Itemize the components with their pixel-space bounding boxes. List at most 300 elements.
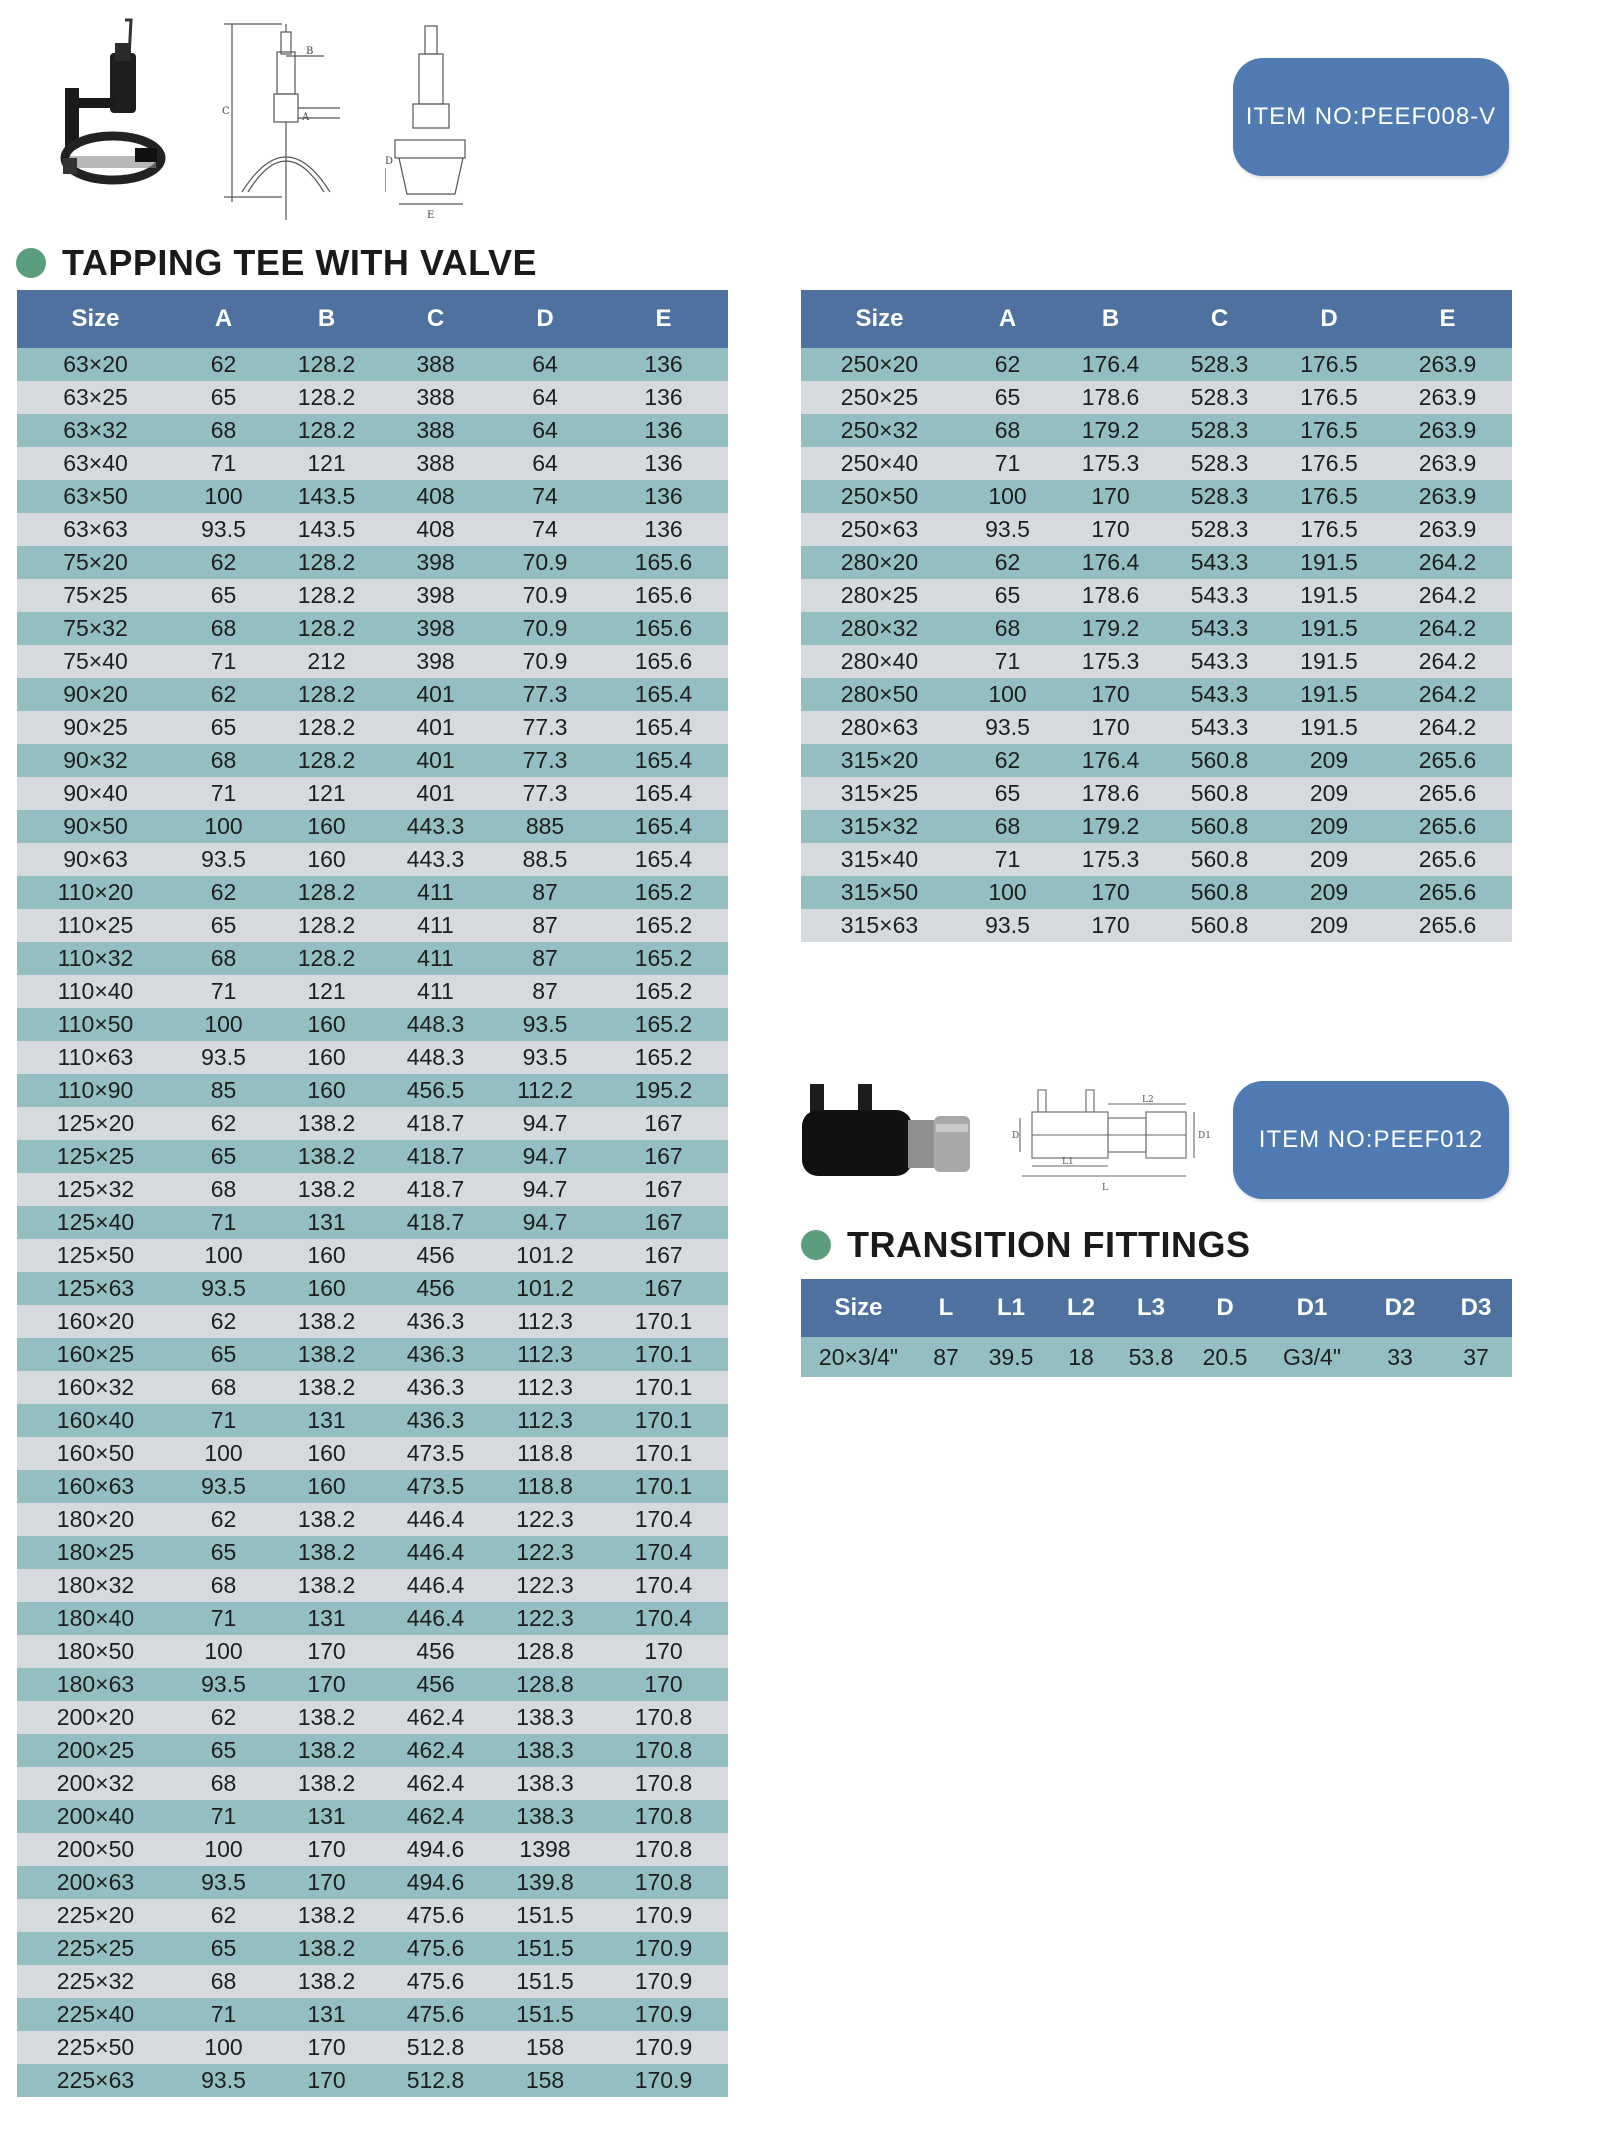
- table-cell: 160: [273, 1041, 380, 1074]
- table-row: [17, 1470, 728, 1503]
- table-row: [801, 381, 1512, 414]
- table-cell: 62: [174, 546, 273, 579]
- table-row: [17, 1437, 728, 1470]
- tapping-tee-photo: [55, 18, 175, 190]
- table-cell: 63×25: [17, 381, 174, 414]
- table-row: [801, 711, 1512, 744]
- table-cell: 90×40: [17, 777, 174, 810]
- table-cell: 191.5: [1275, 645, 1383, 678]
- table-cell: 71: [174, 645, 273, 678]
- table-row: [17, 1635, 728, 1668]
- table-cell: 170.4: [599, 1503, 728, 1536]
- table-cell: 250×50: [801, 480, 958, 513]
- table-cell: 68: [174, 1569, 273, 1602]
- table-cell: 388: [380, 381, 491, 414]
- table-cell: 138.2: [273, 1701, 380, 1734]
- table-cell: 158: [491, 2064, 599, 2097]
- table-cell: 65: [174, 1338, 273, 1371]
- table-row: [17, 810, 728, 843]
- table-cell: 225×40: [17, 1998, 174, 2031]
- table-cell: 110×20: [17, 876, 174, 909]
- table-cell: 170.8: [599, 1734, 728, 1767]
- table-cell: 138.2: [273, 1899, 380, 1932]
- table-cell: 53.8: [1116, 1337, 1186, 1377]
- table-row: [801, 645, 1512, 678]
- table-row: [17, 1107, 728, 1140]
- table-cell: 65: [174, 1932, 273, 1965]
- table-cell: 110×25: [17, 909, 174, 942]
- table-cell: 176.5: [1275, 513, 1383, 546]
- table-cell: 62: [958, 348, 1057, 381]
- table-cell: 176.4: [1057, 348, 1164, 381]
- table-cell: 165.4: [599, 744, 728, 777]
- table-cell: 165.4: [599, 810, 728, 843]
- table-cell: 176.4: [1057, 744, 1164, 777]
- table-row: [801, 414, 1512, 447]
- table-cell: 100: [174, 1833, 273, 1866]
- table-row: [17, 348, 728, 381]
- table-row: [17, 1734, 728, 1767]
- table-cell: 68: [174, 414, 273, 447]
- table-cell: 398: [380, 612, 491, 645]
- table-cell: 418.7: [380, 1107, 491, 1140]
- table-cell: 71: [174, 777, 273, 810]
- table-cell: 191.5: [1275, 711, 1383, 744]
- table-cell: 170.9: [599, 1998, 728, 2031]
- table-cell: 528.3: [1164, 480, 1275, 513]
- table-cell: 170.9: [599, 1965, 728, 1998]
- table-cell: 112.3: [491, 1338, 599, 1371]
- dim-label-l: L: [1102, 1183, 1108, 1193]
- table-row: [17, 1767, 728, 1800]
- column-header: D1: [1264, 1279, 1360, 1337]
- table-cell: 180×25: [17, 1536, 174, 1569]
- table-cell: 118.8: [491, 1437, 599, 1470]
- table-cell: 170.8: [599, 1833, 728, 1866]
- table-cell: 436.3: [380, 1305, 491, 1338]
- table-cell: 110×32: [17, 942, 174, 975]
- table-cell: 264.2: [1383, 711, 1512, 744]
- table-cell: 131: [273, 1800, 380, 1833]
- table-cell: 170: [1057, 480, 1164, 513]
- dim-label-l2: L2: [1142, 1095, 1154, 1105]
- table-cell: 77.3: [491, 711, 599, 744]
- dim-label-c: C: [222, 106, 230, 117]
- table-cell: 101.2: [491, 1239, 599, 1272]
- table-cell: 71: [174, 1206, 273, 1239]
- table-cell: 170.4: [599, 1536, 728, 1569]
- column-header: Size: [17, 290, 174, 348]
- table-cell: 170: [273, 1668, 380, 1701]
- table-cell: 560.8: [1164, 810, 1275, 843]
- table-cell: 77.3: [491, 777, 599, 810]
- table-cell: 543.3: [1164, 678, 1275, 711]
- table-cell: 176.4: [1057, 546, 1164, 579]
- table-cell: 68: [174, 1371, 273, 1404]
- table-cell: 71: [958, 843, 1057, 876]
- table-cell: 87: [491, 942, 599, 975]
- table-cell: 100: [174, 1437, 273, 1470]
- table-cell: 165.2: [599, 876, 728, 909]
- table-cell: 138.2: [273, 1767, 380, 1800]
- table-cell: 475.6: [380, 1965, 491, 1998]
- table-cell: 136: [599, 447, 728, 480]
- table-cell: 87: [491, 975, 599, 1008]
- table-cell: 128.2: [273, 348, 380, 381]
- table-cell: 94.7: [491, 1206, 599, 1239]
- table-cell: 280×63: [801, 711, 958, 744]
- table-cell: 94.7: [491, 1173, 599, 1206]
- table-row: [17, 1800, 728, 1833]
- table-cell: 125×20: [17, 1107, 174, 1140]
- table-cell: 138.2: [273, 1140, 380, 1173]
- table-cell: 315×40: [801, 843, 958, 876]
- table-row: [801, 480, 1512, 513]
- table-cell: 165.2: [599, 975, 728, 1008]
- table-cell: 180×32: [17, 1569, 174, 1602]
- table-cell: 264.2: [1383, 612, 1512, 645]
- table-cell: 560.8: [1164, 909, 1275, 942]
- table-cell: 543.3: [1164, 579, 1275, 612]
- column-header: A: [958, 290, 1057, 348]
- table-cell: 191.5: [1275, 579, 1383, 612]
- table-row: [17, 447, 728, 480]
- table-cell: 170: [1057, 711, 1164, 744]
- table-cell: 436.3: [380, 1338, 491, 1371]
- table-cell: 160: [273, 1008, 380, 1041]
- table-cell: 39.5: [976, 1337, 1046, 1377]
- column-header: Size: [801, 290, 958, 348]
- column-header: D: [1275, 290, 1383, 348]
- table-cell: 180×20: [17, 1503, 174, 1536]
- table-cell: 165.6: [599, 579, 728, 612]
- bullet-dot-icon: [16, 248, 46, 278]
- dim-label-d-side: D: [1012, 1131, 1020, 1141]
- table-cell: 94.7: [491, 1107, 599, 1140]
- transition-fitting-photo: [796, 1080, 976, 1185]
- column-header: D2: [1360, 1279, 1440, 1337]
- table-cell: 125×50: [17, 1239, 174, 1272]
- table-cell: 170: [1057, 909, 1164, 942]
- table-cell: 225×25: [17, 1932, 174, 1965]
- table-cell: 131: [273, 1206, 380, 1239]
- table-cell: 128.8: [491, 1635, 599, 1668]
- table-row: [17, 2031, 728, 2064]
- dim-label-a: A: [302, 112, 310, 123]
- table-cell: 528.3: [1164, 513, 1275, 546]
- table-cell: 178.6: [1057, 381, 1164, 414]
- table-row: [801, 678, 1512, 711]
- item-number-badge: ITEM NO:PEEF008-V: [1233, 58, 1509, 176]
- table-row: [17, 1833, 728, 1866]
- table-cell: 388: [380, 348, 491, 381]
- bullet-dot-icon: [801, 1230, 831, 1260]
- table-cell: 128.2: [273, 381, 380, 414]
- table-cell: 176.5: [1275, 480, 1383, 513]
- table-cell: 528.3: [1164, 348, 1275, 381]
- table-cell: 448.3: [380, 1008, 491, 1041]
- table-cell: 125×40: [17, 1206, 174, 1239]
- table-cell: 93.5: [958, 711, 1057, 744]
- table-cell: 128.8: [491, 1668, 599, 1701]
- table-cell: 411: [380, 942, 491, 975]
- table-cell: 122.3: [491, 1602, 599, 1635]
- table-cell: 136: [599, 480, 728, 513]
- table-cell: 138.2: [273, 1305, 380, 1338]
- table-cell: 456: [380, 1668, 491, 1701]
- column-header: C: [1164, 290, 1275, 348]
- table-cell: 65: [958, 381, 1057, 414]
- table-cell: 170: [273, 1833, 380, 1866]
- table-cell: 138.2: [273, 1371, 380, 1404]
- table-row: [17, 1701, 728, 1734]
- table-cell: 209: [1275, 777, 1383, 810]
- table-cell: 250×20: [801, 348, 958, 381]
- table-cell: 265.6: [1383, 744, 1512, 777]
- table-row: [17, 381, 728, 414]
- dim-label-d1: D1: [1198, 1131, 1211, 1141]
- table-cell: 225×50: [17, 2031, 174, 2064]
- table-cell: 160: [273, 1437, 380, 1470]
- table-cell: 175.3: [1057, 447, 1164, 480]
- table-cell: 68: [958, 810, 1057, 843]
- table-cell: 885: [491, 810, 599, 843]
- table-cell: 93.5: [491, 1041, 599, 1074]
- table-cell: 170: [1057, 513, 1164, 546]
- table-cell: 475.6: [380, 1998, 491, 2031]
- table-row: [801, 546, 1512, 579]
- table-cell: 65: [174, 1140, 273, 1173]
- table-cell: 93.5: [174, 1866, 273, 1899]
- table-cell: 165.6: [599, 645, 728, 678]
- table-cell: 136: [599, 414, 728, 447]
- table-cell: 62: [174, 1701, 273, 1734]
- table-cell: 122.3: [491, 1536, 599, 1569]
- table-cell: 68: [958, 414, 1057, 447]
- table-cell: 560.8: [1164, 843, 1275, 876]
- table-cell: 448.3: [380, 1041, 491, 1074]
- table-cell: 62: [174, 1899, 273, 1932]
- table-cell: 165.4: [599, 843, 728, 876]
- table-cell: 136: [599, 513, 728, 546]
- table-cell: 494.6: [380, 1833, 491, 1866]
- table-cell: 543.3: [1164, 546, 1275, 579]
- table-cell: 475.6: [380, 1899, 491, 1932]
- table-cell: 100: [174, 1008, 273, 1041]
- table-cell: 112.3: [491, 1404, 599, 1437]
- table-cell: 200×32: [17, 1767, 174, 1800]
- table-cell: 160: [273, 1239, 380, 1272]
- table-row: [17, 1668, 728, 1701]
- table-cell: 170: [273, 1866, 380, 1899]
- table-cell: 63×20: [17, 348, 174, 381]
- table-cell: 87: [916, 1337, 976, 1377]
- table-row: [801, 777, 1512, 810]
- table-row: [17, 1140, 728, 1173]
- table-row: [17, 1008, 728, 1041]
- table-cell: 401: [380, 711, 491, 744]
- table-cell: 75×25: [17, 579, 174, 612]
- table-cell: 100: [958, 678, 1057, 711]
- table-cell: 62: [174, 876, 273, 909]
- table-row: [17, 711, 728, 744]
- table-cell: 170: [273, 2031, 380, 2064]
- table-row: [17, 843, 728, 876]
- table-row: [17, 1041, 728, 1074]
- table-cell: 446.4: [380, 1569, 491, 1602]
- table-cell: 151.5: [491, 1998, 599, 2031]
- table-cell: 263.9: [1383, 513, 1512, 546]
- table-cell: 128.2: [273, 711, 380, 744]
- tapping-tee-front-drawing: [385, 22, 481, 220]
- table-cell: 265.6: [1383, 843, 1512, 876]
- table-cell: 462.4: [380, 1800, 491, 1833]
- table-cell: 77.3: [491, 744, 599, 777]
- table-cell: 160×50: [17, 1437, 174, 1470]
- table-cell: 388: [380, 414, 491, 447]
- table-cell: 63×63: [17, 513, 174, 546]
- table-cell: 62: [958, 744, 1057, 777]
- table-cell: 462.4: [380, 1734, 491, 1767]
- table-cell: 180×50: [17, 1635, 174, 1668]
- table-row: [17, 1998, 728, 2031]
- table-cell: 170.9: [599, 1932, 728, 1965]
- table-cell: 138.2: [273, 1503, 380, 1536]
- table-cell: 101.2: [491, 1272, 599, 1305]
- table-cell: 160×32: [17, 1371, 174, 1404]
- table-cell: 200×40: [17, 1800, 174, 1833]
- table-cell: 87: [491, 876, 599, 909]
- table-cell: 74: [491, 480, 599, 513]
- table-cell: 512.8: [380, 2064, 491, 2097]
- table-row: [17, 1602, 728, 1635]
- table-cell: 62: [174, 1107, 273, 1140]
- table-cell: 65: [958, 579, 1057, 612]
- table-cell: 543.3: [1164, 645, 1275, 678]
- table-cell: 265.6: [1383, 909, 1512, 942]
- table-row: [801, 1337, 1512, 1377]
- table-cell: 408: [380, 480, 491, 513]
- table-cell: 543.3: [1164, 612, 1275, 645]
- table-cell: 401: [380, 777, 491, 810]
- table-cell: 411: [380, 876, 491, 909]
- column-header: E: [599, 290, 728, 348]
- table-cell: 131: [273, 1998, 380, 2031]
- table-cell: 462.4: [380, 1767, 491, 1800]
- table-cell: 160: [273, 1272, 380, 1305]
- transition-title: [801, 1222, 1250, 1268]
- table-cell: 160×40: [17, 1404, 174, 1437]
- table-cell: 398: [380, 546, 491, 579]
- table-cell: 33: [1360, 1337, 1440, 1377]
- table-cell: 121: [273, 447, 380, 480]
- table-cell: 128.2: [273, 909, 380, 942]
- table-row: [17, 1404, 728, 1437]
- table-cell: 131: [273, 1602, 380, 1635]
- table-cell: 151.5: [491, 1899, 599, 1932]
- table-cell: 179.2: [1057, 810, 1164, 843]
- table-row: [17, 2064, 728, 2097]
- table-cell: 263.9: [1383, 414, 1512, 447]
- table-cell: 138.2: [273, 1734, 380, 1767]
- table-cell: 170.1: [599, 1338, 728, 1371]
- table-cell: 165.2: [599, 942, 728, 975]
- table-cell: 170.8: [599, 1866, 728, 1899]
- tapping-tee-title-text: TAPPING TEE WITH VALVE: [62, 242, 538, 283]
- table-row: [17, 1074, 728, 1107]
- table-cell: 121: [273, 777, 380, 810]
- table-row: [17, 942, 728, 975]
- table-cell: 494.6: [380, 1866, 491, 1899]
- table-cell: 94.7: [491, 1140, 599, 1173]
- table-cell: 100: [958, 876, 1057, 909]
- table-cell: 170.8: [599, 1701, 728, 1734]
- table-cell: 560.8: [1164, 744, 1275, 777]
- table-cell: 200×25: [17, 1734, 174, 1767]
- table-cell: 165.6: [599, 612, 728, 645]
- table-cell: 71: [174, 447, 273, 480]
- transition-title-text: TRANSITION FITTINGS: [847, 1224, 1251, 1265]
- table-cell: 68: [174, 744, 273, 777]
- table-cell: 63×32: [17, 414, 174, 447]
- table-cell: 125×32: [17, 1173, 174, 1206]
- table-cell: 100: [174, 480, 273, 513]
- table-cell: 170.1: [599, 1305, 728, 1338]
- table-cell: 165.2: [599, 909, 728, 942]
- table-cell: 160×20: [17, 1305, 174, 1338]
- column-header: D: [491, 290, 599, 348]
- table-cell: 170: [1057, 678, 1164, 711]
- table-cell: 250×32: [801, 414, 958, 447]
- table-cell: 170.1: [599, 1404, 728, 1437]
- table-cell: 87: [491, 909, 599, 942]
- table-cell: 65: [174, 711, 273, 744]
- table-cell: 388: [380, 447, 491, 480]
- table-cell: 167: [599, 1140, 728, 1173]
- table-cell: 62: [174, 678, 273, 711]
- table-cell: 128.2: [273, 678, 380, 711]
- table-cell: 418.7: [380, 1140, 491, 1173]
- table-cell: 71: [174, 975, 273, 1008]
- table-cell: 446.4: [380, 1536, 491, 1569]
- table-cell: 170: [273, 2064, 380, 2097]
- item-number-badge-transition: ITEM NO:PEEF012: [1233, 1081, 1509, 1199]
- table-cell: 195.2: [599, 1074, 728, 1107]
- dim-label-b: B: [306, 46, 314, 57]
- table-cell: 209: [1275, 876, 1383, 909]
- table-cell: 175.3: [1057, 843, 1164, 876]
- table-cell: 93.5: [174, 2064, 273, 2097]
- table-cell: 264.2: [1383, 678, 1512, 711]
- transition-fitting-drawing: [1012, 1082, 1212, 1194]
- tapping-tee-table-right: [801, 290, 1512, 942]
- table-cell: 158: [491, 2031, 599, 2064]
- table-cell: 512.8: [380, 2031, 491, 2064]
- table-cell: 209: [1275, 810, 1383, 843]
- table-cell: 68: [174, 942, 273, 975]
- table-cell: 456: [380, 1272, 491, 1305]
- table-row: [17, 1173, 728, 1206]
- table-cell: 75×20: [17, 546, 174, 579]
- table-cell: 280×50: [801, 678, 958, 711]
- table-cell: 411: [380, 975, 491, 1008]
- table-cell: 93.5: [174, 1470, 273, 1503]
- table-cell: 456: [380, 1635, 491, 1668]
- table-cell: 265.6: [1383, 810, 1512, 843]
- table-cell: 167: [599, 1239, 728, 1272]
- table-row: [17, 579, 728, 612]
- table-cell: 71: [174, 1800, 273, 1833]
